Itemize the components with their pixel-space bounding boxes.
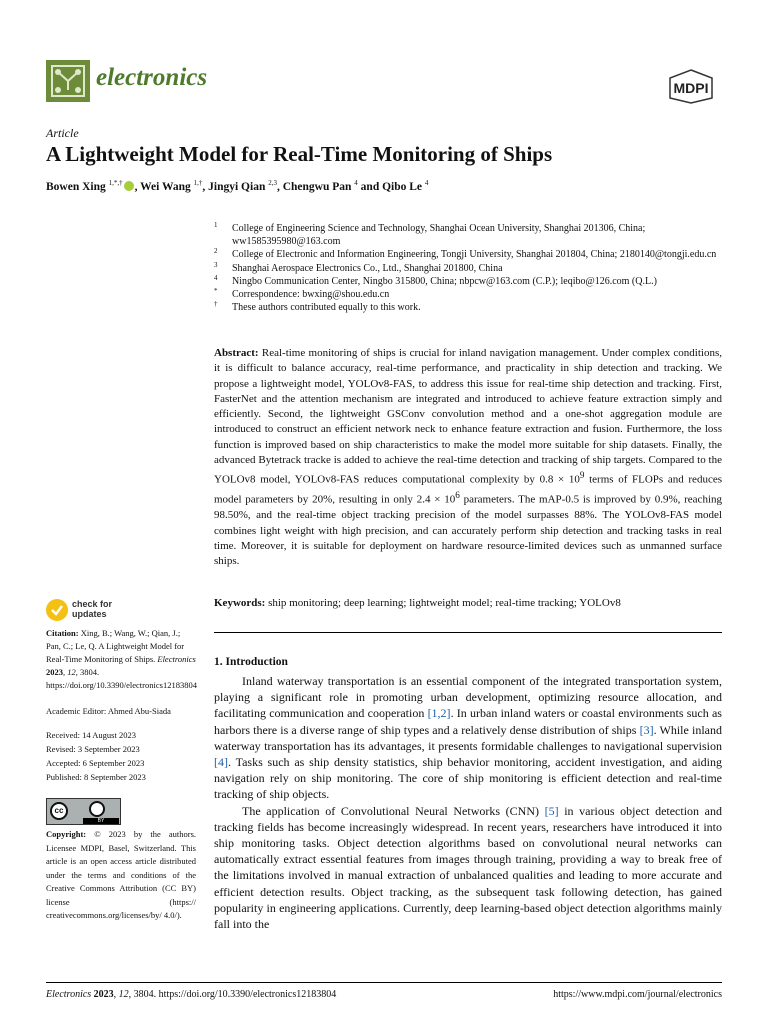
copyright-notice: Copyright: © 2023 by the authors. Licensee MDPI, Basel, Switzerland. This article is an open access article distributed under the terms and conditions of the Creative Commons Attribution (CC BY) license (https:// creativecommons.org/licenses/by/ 4.0/). bbox=[46, 829, 196, 920]
paragraph: The application of Convolutional Neural Networks (CNN) [5] in various object detection and tracking fields has become increasingly widespread. In recent years, researchers have introduced it into ship monitoring tasks. Object detection algorithms based on convolutional neural networks can automatically extract essential features from images through training, providing a way to break free of the limitations involved in manual extraction of unbalanced qualities and leading to more accurate and efficient detection results. Object tracking, as the subsequent task following detection, has gained popularity in engineering applications. Currently, deep learning-based object detection algorithms mainly fall into the bbox=[214, 803, 722, 932]
author-marks: 2,3 bbox=[268, 179, 277, 187]
section-heading: 1. Introduction bbox=[214, 656, 288, 668]
affiliations bbox=[214, 222, 724, 314]
by-person-icon bbox=[89, 801, 105, 817]
mdpi-logo bbox=[666, 68, 716, 104]
academic-editor: Academic Editor: Ahmed Abu-Siada bbox=[46, 706, 171, 716]
citation-link[interactable]: [4] bbox=[214, 755, 228, 770]
accepted-date: Accepted: 6 September 2023 bbox=[46, 758, 145, 768]
keywords-label: Keywords: bbox=[214, 597, 266, 609]
check-updates-icon bbox=[46, 599, 68, 621]
paragraph: Inland waterway transportation is an essential component of the integrated transportation system, playing a significant role in promoting urban development, optimizing resource allocation, and facilitating communication and cooperation [1,2]. In urban inland waters or coastal environments such as harbors there is a diverse range of ship types and a relatively dense distribution of ships [3]. While inland waterway transportation has its advantages, it presents formidable challenges to navigational supervision [4]. Tasks such as ship density statistics, ship behavior monitoring, accident investigation, and aiding navigation rely on ship monitoring. The core of ship monitoring is efficient detection and real-time tracking of ship objects. bbox=[214, 674, 722, 802]
article-type: Article bbox=[46, 126, 79, 140]
abstract: Abstract: Real-time monitoring of ships is crucial for inland navigation management. Under complex conditions, it is difficult to balance accuracy, real-time performance, and practicality in ship detection and tracking. We propose a lightweight model, YOLOv8-FAS, to address this issue for real-time ship detection and tracking. First, FasterNet and the attention mechanism are integrated and introduced to achieve feature extraction simply and efficiently. Second, the lightweight GSConv convolution method and a one-shot aggregation module are introduced to construct an efficient network neck to enhance feature extraction and fusion. Furthermore, the loss function is improved based on ship characteristics to make the model more suitable for ship datasets. Finally, the advanced Bytetrack tracke is added to achieve the real-time detection and tracking of ship targets. Compared to the YOLOv8 model, YOLOv8-FAS reduces computational complexity by $0.8 \times 10^9$ terms of FLOPs and reduces model parameters by 20%, resulting in only $2.4 \times 10^6$ parameters. The mAP-0.5 is improved by 0.9%, reaching 98.50%, and the real-time object tracking precision of the model surpasses 88%. The YOLOv8-FAS model combines light weight with high precision, and can accurately perform ship detection and tracking tasks in real time. Moreover, it is suitable for deployment on hardware resource-limited devices such as unmanned surface ships. bbox=[214, 347, 722, 568]
footer-divider bbox=[46, 982, 722, 983]
journal-name: electronics bbox=[96, 64, 208, 91]
citation-link[interactable]: [5] bbox=[544, 803, 559, 818]
cc-by-license-icon[interactable] bbox=[46, 798, 121, 825]
body-text bbox=[214, 673, 722, 932]
author-marks: 1,*,† bbox=[108, 179, 123, 187]
author-list: Bowen Xing $^{1,*,\dagger}$ , Wei Wang $^{1,\dagger}$, Jingyi Qian $^{2,3}$, Chengwu Pan $^4$ and Qibo Le $^4$ bbox=[46, 179, 429, 193]
orcid-icon[interactable] bbox=[124, 181, 134, 191]
citation-link[interactable]: [3] bbox=[639, 722, 654, 737]
author-name: Jingyi Qian bbox=[208, 180, 266, 193]
abstract-label: Abstract: bbox=[214, 347, 259, 359]
affiliation: † These authors contributed equally to this work. bbox=[214, 300, 421, 314]
by-label: BY bbox=[83, 818, 119, 824]
affiliation: 2 College of Electronic and Information Engineering, Tongji University, Shanghai 201804, China; 2180140@tongji.edu.cn bbox=[214, 247, 717, 261]
published-date: Published: 8 September 2023 bbox=[46, 772, 146, 782]
publisher-name: MDPI bbox=[673, 80, 709, 96]
received-date: Received: 14 August 2023 bbox=[46, 730, 136, 740]
author-marks: 4 bbox=[354, 179, 358, 187]
footer-journal-url[interactable]: https://www.mdpi.com/journal/electronics bbox=[553, 989, 722, 1000]
footer-citation: Electronics 2023, 12, 3804. https://doi.org/10.3390/electronics12183804 bbox=[46, 989, 337, 1000]
keywords: Keywords: ship monitoring; deep learning; lightweight model; real-time tracking; YOLOv8 bbox=[214, 597, 621, 609]
affiliation: 3 Shanghai Aerospace Electronics Co., Ltd., Shanghai 201800, China bbox=[214, 260, 503, 274]
author-name: Bowen Xing bbox=[46, 180, 106, 193]
divider bbox=[214, 632, 722, 633]
affiliation: 1 College of Engineering Science and Technology, Shanghai Ocean University, Shanghai 201306, China; ww1585395980@163.com bbox=[214, 221, 646, 248]
article-title: A Lightweight Model for Real-Time Monitoring of Ships bbox=[46, 142, 553, 166]
journal-logo-icon bbox=[46, 60, 90, 102]
affiliation: * Correspondence: bwxing@shou.edu.cn bbox=[214, 287, 390, 301]
author-marks: 1,† bbox=[193, 179, 203, 187]
citation-block: Citation: Xing, B.; Wang, W.; Qian, J.; Pan, C.; Le, Q. A Lightweight Model for Real-Time Monitoring of Ships. Electronics 2023, 12, 3804. https://doi.org/10.3390/electronics12183804 bbox=[46, 628, 197, 690]
author-marks: 4 bbox=[424, 179, 429, 187]
affiliation: 4 Ningbo Communication Center, Ningbo 315800, China; nbpcw@163.com (C.P.); leqibo@126.com (Q.L.) bbox=[214, 273, 657, 287]
cc-icon: cc bbox=[50, 802, 68, 820]
check-for-updates-button[interactable]: check for updates bbox=[46, 598, 166, 624]
author-name: Chengwu Pan bbox=[282, 180, 352, 193]
citation-link[interactable]: [1,2] bbox=[427, 706, 451, 721]
author-name: Wei Wang bbox=[140, 180, 191, 193]
author-name: Qibo Le bbox=[382, 180, 423, 193]
revised-date: Revised: 3 September 2023 bbox=[46, 744, 140, 754]
